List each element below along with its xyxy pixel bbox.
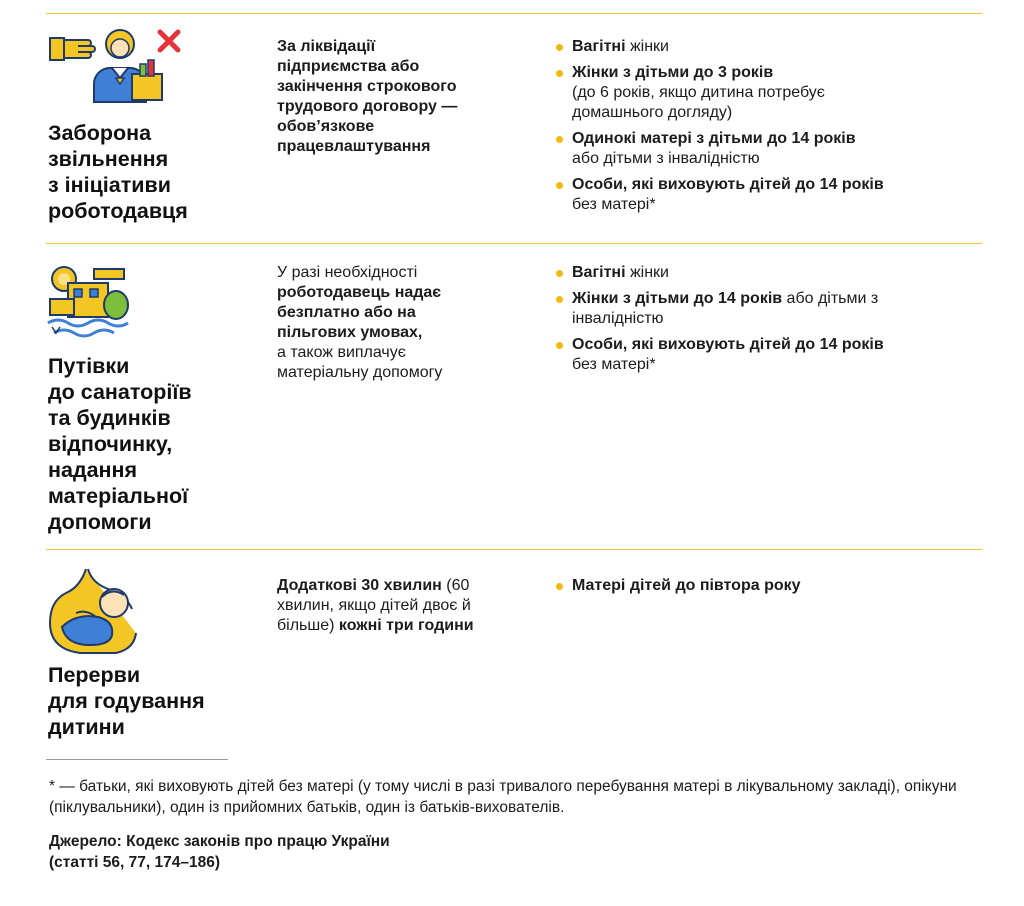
beneficiary-bold: Особи, які виховують дітей до 14 років <box>572 336 884 353</box>
breastfeeding-mother-icon <box>46 565 196 655</box>
beneficiary-bold: Особи, які виховують дітей до 14 років <box>572 176 884 193</box>
title-line: надання <box>48 458 138 482</box>
source-line: (статті 56, 77, 174–186) <box>49 854 220 871</box>
dismissal-prohibited-icon <box>46 26 196 106</box>
condition-line: обов’язкове <box>277 118 375 135</box>
row-sanatorium <box>46 243 982 549</box>
source <box>49 831 649 873</box>
row-condition <box>277 263 517 383</box>
condition-line: підприємства або <box>277 58 420 75</box>
beneficiary-text: жінки <box>625 264 669 281</box>
title-line: з ініціативи <box>48 173 171 197</box>
list-item <box>554 335 994 375</box>
title-line: Заборона <box>48 121 152 145</box>
title-line: звільнення <box>48 147 169 171</box>
condition-line: пільгових умовах, <box>277 324 423 341</box>
list-item <box>554 37 994 57</box>
title-line: відпочинку, <box>48 432 173 456</box>
condition-line: матеріальну допомогу <box>277 364 443 381</box>
condition-line: роботодавець надає <box>277 284 442 301</box>
condition-line: безплатно або на <box>277 304 416 321</box>
list-item <box>554 175 994 215</box>
condition-line: закінчення строкового <box>277 78 457 95</box>
row-title <box>48 120 258 224</box>
condition-line: трудового договору — <box>277 98 458 115</box>
list-item <box>554 289 954 329</box>
title-line: до санаторіїв <box>48 380 192 404</box>
condition-line: У разі необхідності <box>277 264 418 281</box>
beneficiary-list <box>554 37 994 221</box>
condition-line: працевлаштування <box>277 138 431 155</box>
row-dismissal <box>46 0 982 243</box>
beneficiary-bold: Вагітні <box>572 38 626 55</box>
list-item <box>554 63 994 123</box>
row-condition <box>277 37 517 157</box>
title-line: для годування <box>48 689 205 713</box>
title-line: матеріальної <box>48 484 189 508</box>
condition-line: а також виплачує <box>277 344 406 361</box>
footnote: * — батьки, які виховують дітей без матері (у тому числі в разі тривалого перебування матері в лікувальному закладі), опікуни (піклувальники), один із прийомних батьків, один із батьків-вихователів. <box>49 778 957 816</box>
list-item <box>554 576 994 596</box>
beneficiary-text: без матері* <box>572 196 656 213</box>
beneficiary-text: жінки <box>625 38 669 55</box>
title-line: дитини <box>48 715 125 739</box>
source-line: Джерело: Кодекс законів про працю України <box>49 833 390 850</box>
beneficiary-text: або дітьми з інвалідністю <box>572 290 879 327</box>
condition-bold: кожні три години <box>338 617 474 634</box>
row-condition <box>277 576 502 636</box>
row-title <box>48 353 258 535</box>
condition-line: За ліквідації <box>277 38 376 55</box>
title-line: Путівки <box>48 354 130 378</box>
list-item <box>554 263 994 283</box>
condition-text: (60 хвилин, якщо дітей двоє й більше) <box>277 577 471 634</box>
beneficiary-list <box>554 576 994 602</box>
footnote-divider <box>46 759 228 760</box>
beneficiary-text: або дітьми з інвалідністю <box>572 150 760 167</box>
list-item <box>554 129 994 169</box>
sanatorium-vacation-icon <box>46 263 196 343</box>
row-title <box>48 662 258 740</box>
beneficiary-text: (до 6 років, якщо дитина потребує домашнього догляду) <box>572 84 825 121</box>
title-line: роботодавця <box>48 199 188 223</box>
beneficiary-bold: Жінки з дітьми до 14 років <box>572 290 783 307</box>
title-line: та будинків <box>48 406 171 430</box>
beneficiary-text: без матері* <box>572 356 656 373</box>
condition-bold: Додаткові 30 хвилин <box>277 577 442 594</box>
row-feeding-breaks <box>46 549 982 749</box>
beneficiary-bold: Вагітні <box>572 264 626 281</box>
beneficiary-bold: Матері дітей до півтора року <box>572 577 801 594</box>
beneficiary-bold: Одинокі матері з дітьми до 14 років <box>572 130 856 147</box>
beneficiary-list <box>554 263 994 381</box>
title-line: Перерви <box>48 663 141 687</box>
title-line: допомоги <box>48 510 152 534</box>
beneficiary-bold: Жінки з дітьми до 3 років <box>572 64 774 81</box>
